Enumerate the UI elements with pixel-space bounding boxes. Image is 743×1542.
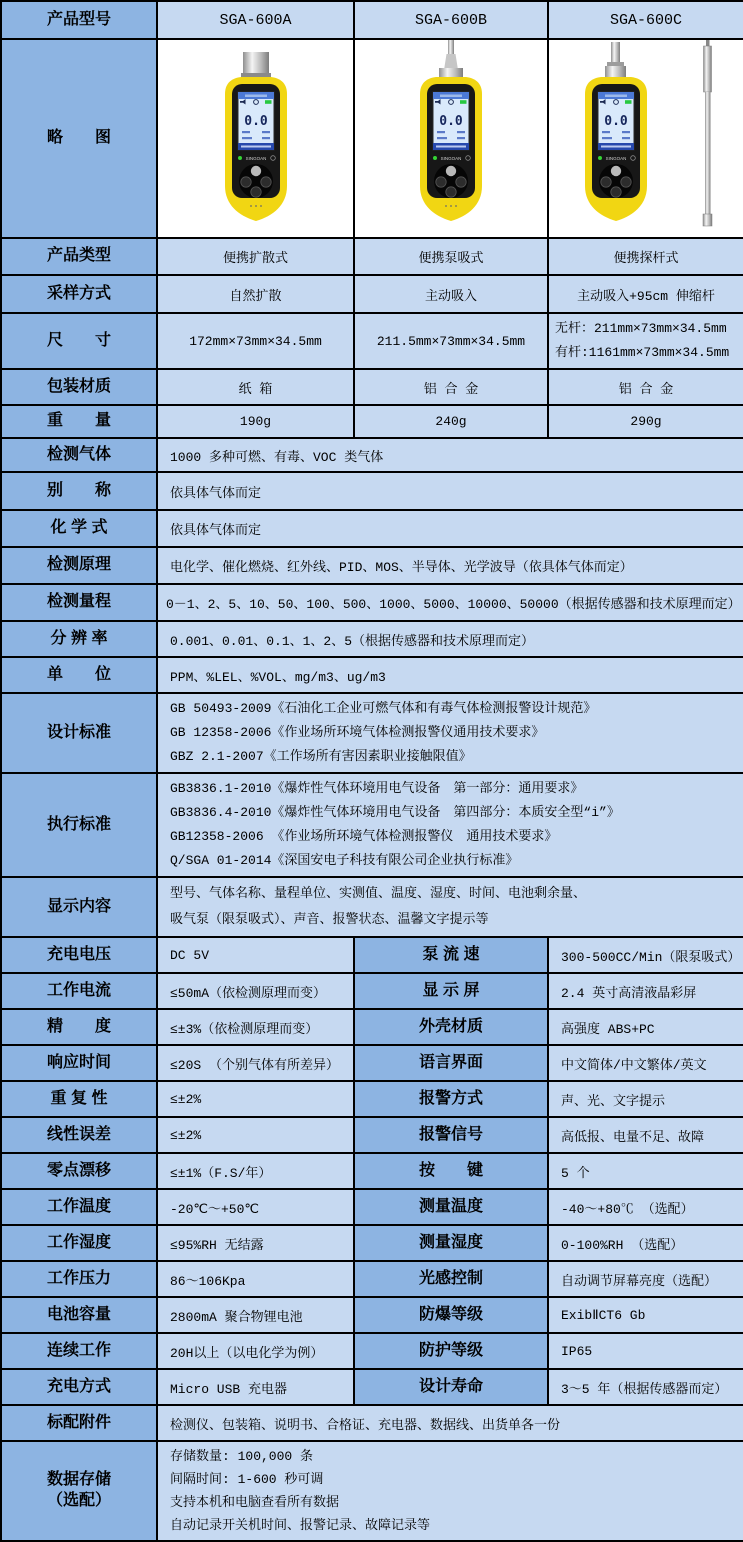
label-design-standard: 设计标准 (1, 693, 157, 773)
value-detect-gas: 1000 多种可燃、有毒、VOC 类气体 (157, 438, 743, 472)
label-working-humidity: 工作湿度 (1, 1225, 157, 1261)
value-detect-range: 0－1、2、5、10、50、100、500、1000、5000、10000、50000（根据传感器和技术原理而定） (157, 584, 743, 621)
device-photo-sga-600a (181, 40, 331, 232)
label-alarm-signal: 报警信号 (354, 1117, 548, 1153)
design-standard-line2: GB 12358-2006《作业场所环境气体检测报警仪通用技术要求》 (170, 725, 545, 740)
image-cell-sga-600c (548, 39, 743, 238)
exec-standard-line3: GB12358-2006 《作业场所环境气体检测报警仪 通用技术要求》 (170, 829, 558, 844)
value-shell-material: 高强度 ABS+PC (548, 1009, 743, 1045)
storage-line1: 存储数量: 100,000 条 (170, 1449, 314, 1464)
value-packing-a: 纸 箱 (157, 369, 354, 405)
label-chemical-formula: 化 学 式 (1, 510, 157, 547)
row-chemical-formula (1, 510, 743, 547)
row-sketch (1, 39, 743, 238)
label-display-screen: 显 示 屏 (354, 973, 548, 1009)
menu-button (611, 166, 621, 176)
row-working-current-display-screen (1, 973, 743, 1009)
row-detect-gas (1, 438, 743, 472)
label-weight: 重 量 (1, 405, 157, 438)
value-weight-c: 290g (548, 405, 743, 438)
label-dimensions: 尺 寸 (1, 313, 157, 369)
battery-icon (265, 100, 272, 104)
value-continuous-work: 20H以上（以电化学为例） (157, 1333, 354, 1369)
battery-icon (625, 100, 632, 104)
row-dimensions (1, 313, 743, 369)
value-chemical-formula: 依具体气体而定 (157, 510, 743, 547)
label-design-life: 设计寿命 (354, 1369, 548, 1405)
label-sampling-method: 采样方式 (1, 275, 157, 313)
value-measure-temp: -40～+80℃ （选配） (548, 1189, 743, 1225)
label-data-storage (1, 1441, 157, 1541)
label-alias: 别 称 (1, 472, 157, 510)
label-light-control: 光感控制 (354, 1261, 548, 1297)
row-resolution (1, 621, 743, 657)
row-sampling-method (1, 275, 743, 313)
display-content-line1: 型号、气体名称、量程单位、实测值、温度、湿度、时间、电池剩余量、 (170, 886, 587, 901)
label-charge-voltage: 充电电压 (1, 937, 157, 973)
row-detect-range (1, 584, 743, 621)
label-zero-drift: 零点漂移 (1, 1153, 157, 1189)
row-weight (1, 405, 743, 438)
screen-reading: 0.0 (243, 114, 268, 129)
label-pump-flow: 泵 流 速 (354, 937, 548, 973)
label-working-pressure: 工作压力 (1, 1261, 157, 1297)
value-linearity-error: ≤±2% (157, 1117, 354, 1153)
value-pump-flow: 300-500CC/Min（限泵吸式） (548, 937, 743, 973)
label-keys: 按 键 (354, 1153, 548, 1189)
label-detect-principle: 检测原理 (1, 547, 157, 584)
label-sketch: 略 图 (1, 39, 157, 238)
value-keys: 5 个 (548, 1153, 743, 1189)
exec-standard-line4: Q/SGA 01-2014《深国安电子科技有限公司企业执行标准》 (170, 853, 519, 868)
display-content-line2: 吸气泵（限泵吸式）、声音、报警状态、温馨文字提示等 (170, 912, 489, 927)
menu-button (250, 166, 260, 176)
design-standard-line3: GBZ 2.1-2007《工作场所有害因素职业接触限值》 (170, 749, 472, 764)
value-battery-capacity: 2800mA 聚合物锂电池 (157, 1297, 354, 1333)
row-zero-drift-keys (1, 1153, 743, 1189)
value-product-type-b: 便携泵吸式 (354, 238, 548, 275)
screen-reading: 0.0 (604, 114, 628, 129)
row-repeatability-alarm-mode (1, 1081, 743, 1117)
label-battery-capacity: 电池容量 (1, 1297, 157, 1333)
image-cell-sga-600b (354, 39, 548, 238)
storage-line2: 间隔时间: 1-600 秒可调 (170, 1472, 324, 1487)
row-design-standard (1, 693, 743, 773)
label-exec-standard: 执行标准 (1, 773, 157, 877)
probe-base (439, 68, 463, 78)
row-charge-method-design-life (1, 1369, 743, 1405)
data-storage-label-line1: 数据存储 (46, 1471, 111, 1489)
sensor-cap (243, 52, 269, 75)
storage-line4: 自动记录开关机时间、报警记录、故障记录等 (170, 1518, 431, 1533)
value-working-temp: -20℃～+50℃ (157, 1189, 354, 1225)
value-resolution: 0.001、0.01、0.1、1、2、5（根据传感器和技术原理而定） (157, 621, 743, 657)
probe-tube (611, 42, 620, 64)
image-cell-sga-600a (157, 39, 354, 238)
status-led (238, 156, 242, 160)
data-storage-label-line2: （选配） (46, 1492, 111, 1509)
label-packing-material: 包装材质 (1, 369, 157, 405)
row-product-model (1, 1, 743, 39)
label-measure-temp: 测量温度 (354, 1189, 548, 1225)
value-charge-voltage: DC 5V (157, 937, 354, 973)
label-accuracy: 精 度 (1, 1009, 157, 1045)
value-display-content (157, 877, 743, 937)
label-standard-accessories: 标配附件 (1, 1405, 157, 1441)
value-weight-a: 190g (157, 405, 354, 438)
row-working-temp-measure-temp (1, 1189, 743, 1225)
value-measure-humidity: 0-100%RH （选配） (548, 1225, 743, 1261)
label-detect-range: 检测量程 (1, 584, 157, 621)
value-working-pressure: 86～106Kpa (157, 1261, 354, 1297)
model-sga-600c: SGA-600C (548, 1, 743, 39)
dimensions-c-line1: 无杆：211mm×73mm×34.5mm (555, 321, 727, 336)
value-working-humidity: ≤95%RH 无结露 (157, 1225, 354, 1261)
brand-text: SINGOAN (245, 156, 266, 161)
row-charge-voltage-pump-flow (1, 937, 743, 973)
label-response-time: 响应时间 (1, 1045, 157, 1081)
exec-standard-line1: GB3836.1-2010《爆炸性气体环境用电气设备 第一部分：通用要求》 (170, 781, 584, 796)
model-sga-600b: SGA-600B (354, 1, 548, 39)
row-accuracy-shell-material (1, 1009, 743, 1045)
row-exec-standard (1, 773, 743, 877)
label-working-current: 工作电流 (1, 973, 157, 1009)
value-packing-c: 铝 合 金 (548, 369, 743, 405)
label-detect-gas: 检测气体 (1, 438, 157, 472)
battery-icon (460, 100, 467, 104)
value-product-type-c: 便携探杆式 (548, 238, 743, 275)
status-led (433, 156, 437, 160)
value-display-screen: 2.4 英寸高清液晶彩屏 (548, 973, 743, 1009)
design-standard-line1: GB 50493-2009《石油化工企业可燃气体和有毒气体检测报警设计规范》 (170, 701, 597, 716)
storage-line3: 支持本机和电脑查看所有数据 (170, 1495, 340, 1510)
value-charge-method: Micro USB 充电器 (157, 1369, 354, 1405)
value-units: PPM、%LEL、%VOL、mg/m3、ug/m3 (157, 657, 743, 693)
menu-button (446, 166, 456, 176)
row-product-type (1, 238, 743, 275)
value-language: 中文简体/中文繁体/英文 (548, 1045, 743, 1081)
value-zero-drift: ≤±1%（F.S/年） (157, 1153, 354, 1189)
label-product-type: 产品类型 (1, 238, 157, 275)
status-led (598, 156, 602, 160)
value-alias: 依具体气体而定 (157, 472, 743, 510)
row-packing-material (1, 369, 743, 405)
row-battery-explosion-proof (1, 1297, 743, 1333)
screen-reading: 0.0 (439, 114, 463, 129)
value-explosion-proof-grade: ExibⅡCT6 Gb (548, 1297, 743, 1333)
label-explosion-proof-grade: 防爆等级 (354, 1297, 548, 1333)
row-working-humidity-measure-humidity (1, 1225, 743, 1261)
value-alarm-signal: 高低报、电量不足、故障 (548, 1117, 743, 1153)
value-packing-b: 铝 合 金 (354, 369, 548, 405)
value-exec-standard (157, 773, 743, 877)
label-protection-grade: 防护等级 (354, 1333, 548, 1369)
value-dimensions-a: 172mm×73mm×34.5mm (157, 313, 354, 369)
row-linearity-alarm-signal (1, 1117, 743, 1153)
row-continuous-work-protection-grade (1, 1333, 743, 1369)
telescopic-rod-upper (704, 46, 712, 92)
label-alarm-mode: 报警方式 (354, 1081, 548, 1117)
label-measure-humidity: 测量湿度 (354, 1225, 548, 1261)
probe-base (605, 66, 626, 78)
device-photo-sga-600c (551, 40, 741, 232)
row-working-pressure-light-control (1, 1261, 743, 1297)
value-alarm-mode: 声、光、文字提示 (548, 1081, 743, 1117)
label-charge-method: 充电方式 (1, 1369, 157, 1405)
dimensions-c-line2: 有杆:1161mm×73mm×34.5mm (555, 345, 730, 360)
value-sampling-c: 主动吸入+95cm 伸缩杆 (548, 275, 743, 313)
probe-cone (444, 54, 458, 70)
value-dimensions-c (548, 313, 743, 369)
value-accuracy: ≤±3%（依检测原理而变） (157, 1009, 354, 1045)
value-design-life: 3～5 年（根据传感器而定） (548, 1369, 743, 1405)
value-protection-grade: IP65 (548, 1333, 743, 1369)
value-dimensions-b: 211.5mm×73mm×34.5mm (354, 313, 548, 369)
label-linearity-error: 线性误差 (1, 1117, 157, 1153)
model-sga-600a: SGA-600A (157, 1, 354, 39)
row-display-content (1, 877, 743, 937)
value-working-current: ≤50mA（依检测原理而变） (157, 973, 354, 1009)
value-product-type-a: 便携扩散式 (157, 238, 354, 275)
label-display-content: 显示内容 (1, 877, 157, 937)
label-product-model: 产品型号 (1, 1, 157, 39)
label-shell-material: 外壳材质 (354, 1009, 548, 1045)
probe-rod (448, 40, 454, 56)
value-light-control: 自动调节屏幕亮度（选配） (548, 1261, 743, 1297)
rod-handle (703, 214, 712, 226)
value-response-time: ≤20S （个别气体有所差异） (157, 1045, 354, 1081)
value-design-standard (157, 693, 743, 773)
row-response-time-language (1, 1045, 743, 1081)
row-data-storage (1, 1441, 743, 1541)
label-repeatability: 重 复 性 (1, 1081, 157, 1117)
label-language: 语言界面 (354, 1045, 548, 1081)
value-sampling-a: 自然扩散 (157, 275, 354, 313)
brand-text: SINGOAN (605, 156, 627, 161)
value-detect-principle: 电化学、催化燃烧、红外线、PID、MOS、半导体、光学波导（依具体气体而定） (157, 547, 743, 584)
device-photo-sga-600b (376, 40, 526, 232)
exec-standard-line2: GB3836.4-2010《爆炸性气体环境用电气设备 第四部分：本质安全型“i”》 (170, 805, 620, 820)
row-detect-principle (1, 547, 743, 584)
label-continuous-work: 连续工作 (1, 1333, 157, 1369)
value-data-storage (157, 1441, 743, 1541)
brand-text: SINGOAN (440, 156, 462, 161)
row-units (1, 657, 743, 693)
label-working-temp: 工作温度 (1, 1189, 157, 1225)
row-standard-accessories (1, 1405, 743, 1441)
row-alias (1, 472, 743, 510)
telescopic-rod (705, 92, 711, 216)
label-units: 单 位 (1, 657, 157, 693)
value-repeatability: ≤±2% (157, 1081, 354, 1117)
value-weight-b: 240g (354, 405, 548, 438)
value-sampling-b: 主动吸入 (354, 275, 548, 313)
value-standard-accessories: 检测仪、包装箱、说明书、合格证、充电器、数据线、出货单各一份 (157, 1405, 743, 1441)
label-resolution: 分 辨 率 (1, 621, 157, 657)
